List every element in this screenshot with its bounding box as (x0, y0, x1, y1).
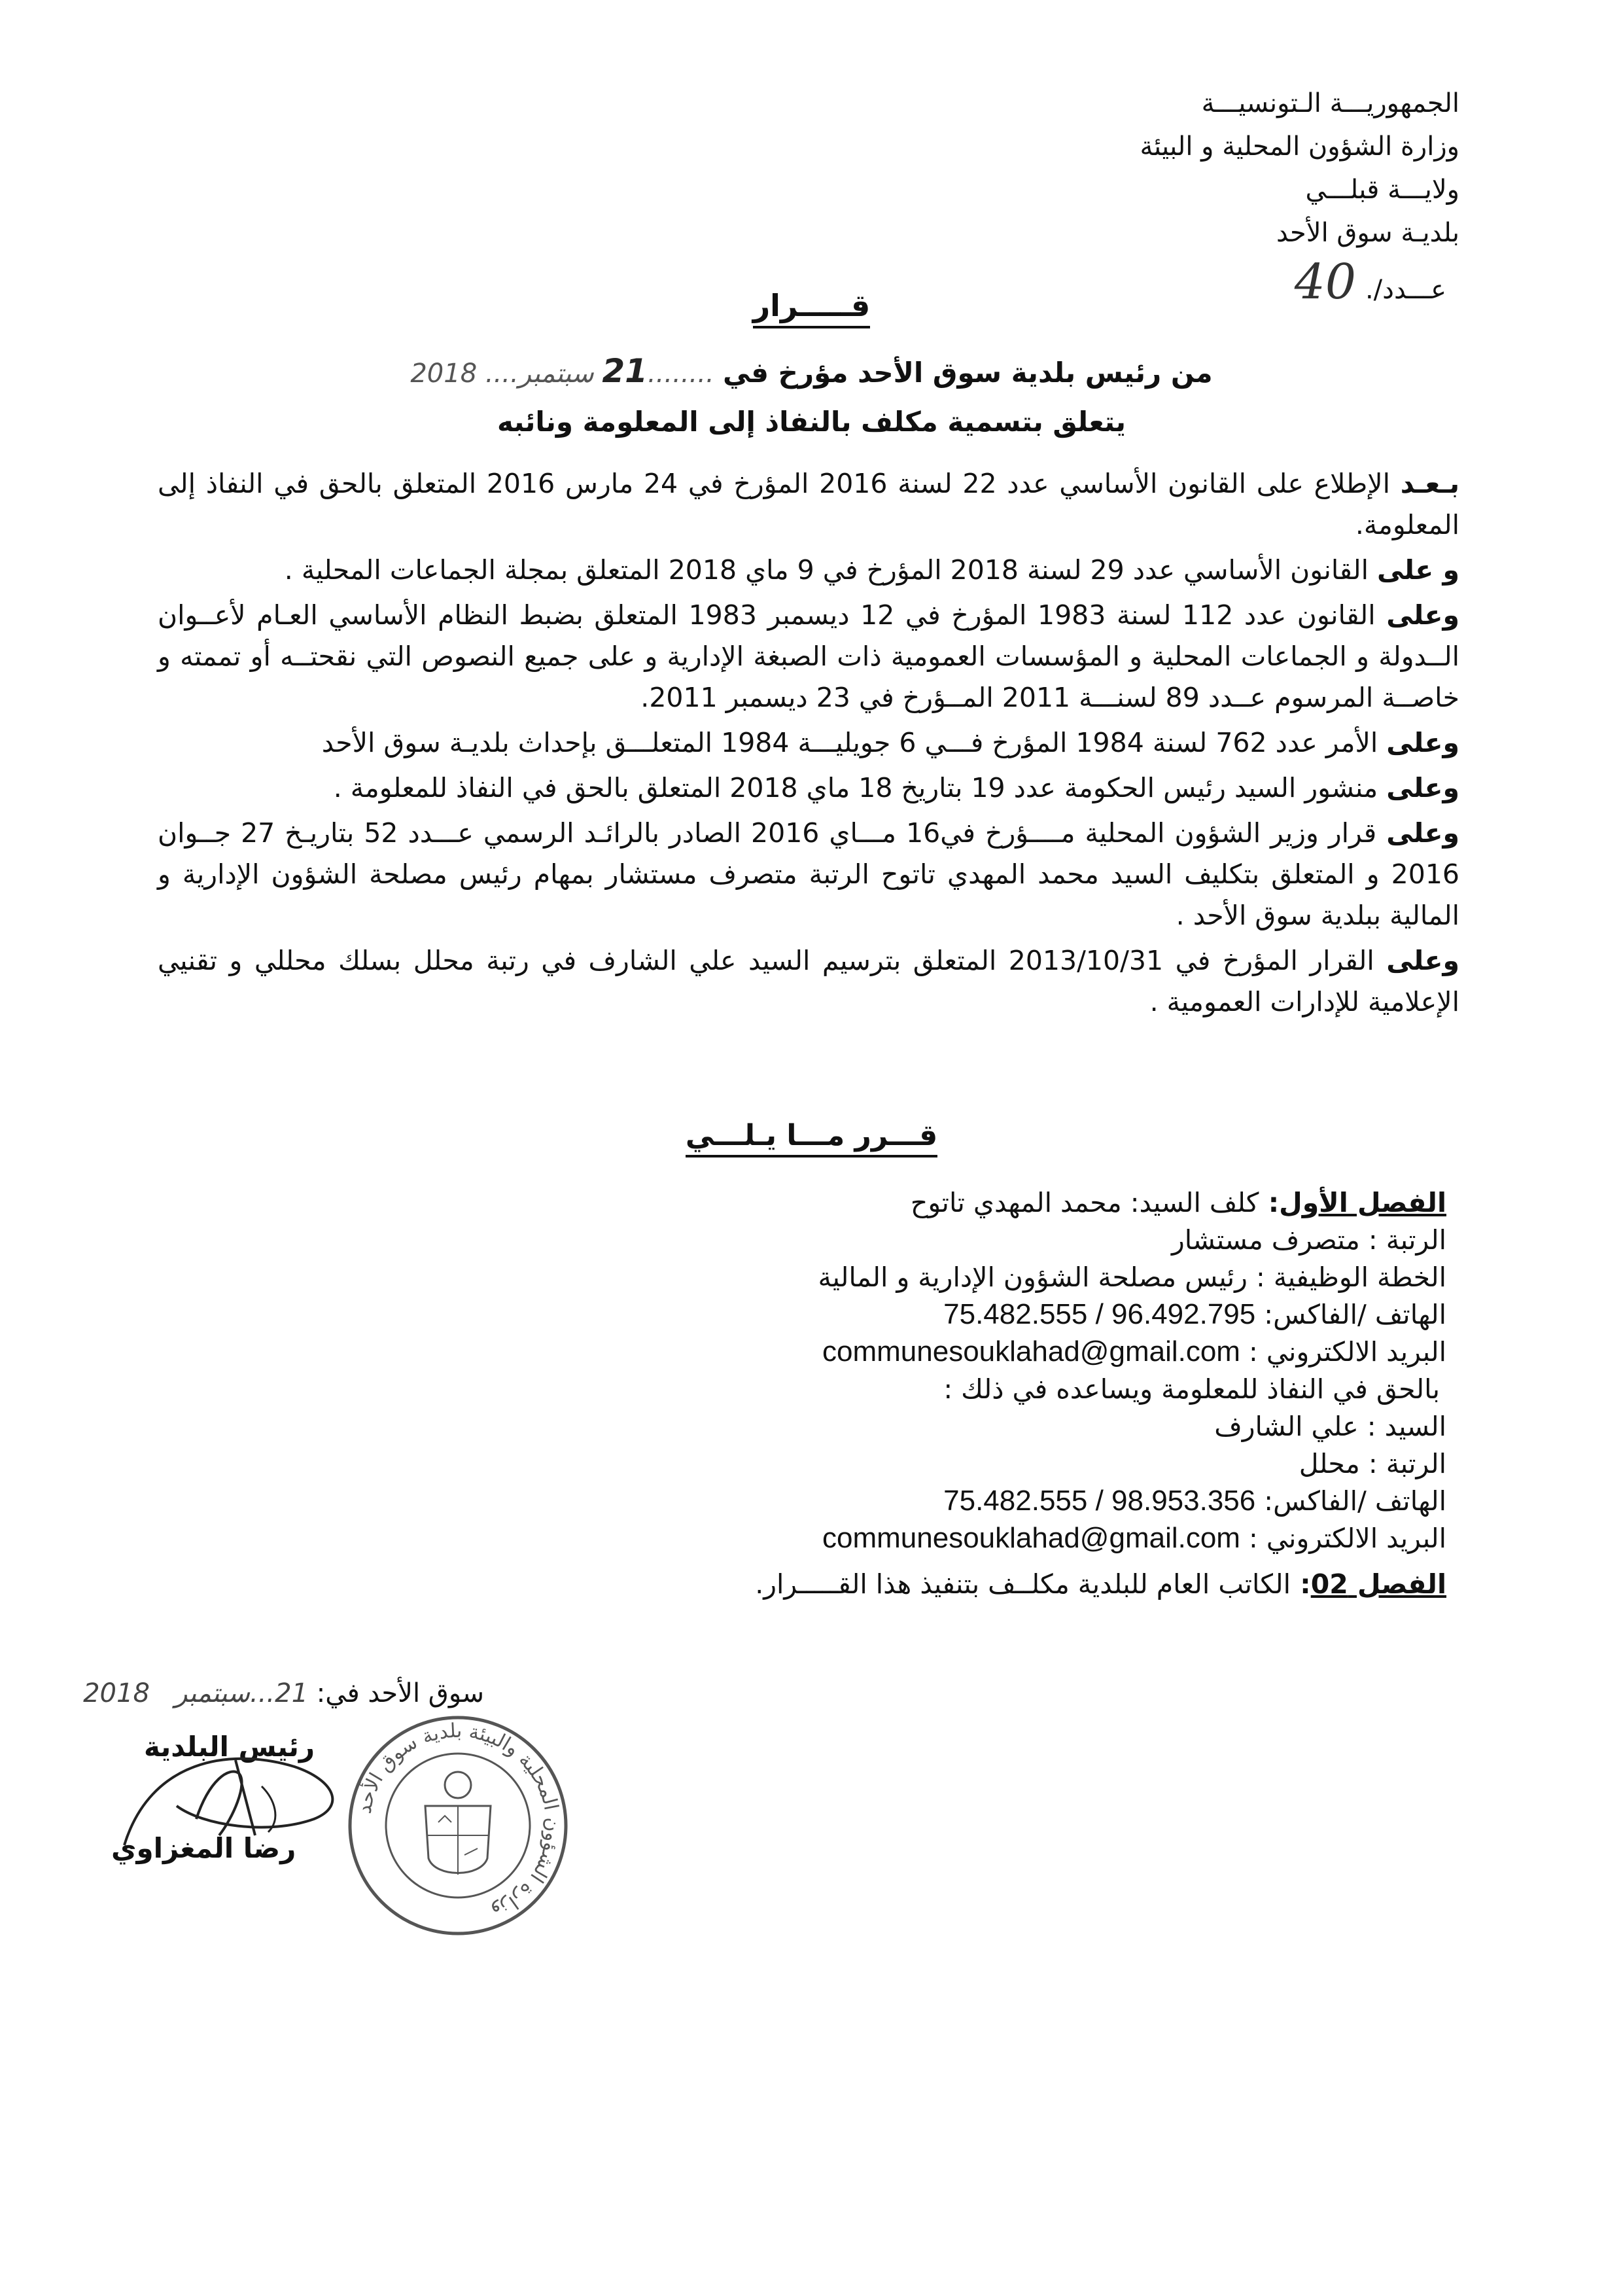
article1-assignment: الفصل الأول: كلف السيد: محمد المهدي تاتوح (910, 1187, 1446, 1218)
signature-month: سبتمبر (175, 1678, 250, 1708)
signature-day: 21 (275, 1678, 309, 1708)
signature-year: 2018 (83, 1678, 150, 1708)
document-title-text: قـــــرار (753, 288, 871, 328)
decision-date-month: سبتمبر (518, 359, 594, 389)
article1-deputy-rank-value: محلل (1299, 1448, 1360, 1479)
preamble-text: منشور السيد رئيس الحكومة عدد 19 بتاريخ 18 ماي 2018 المتعلق بالحق في النفاذ للمعلومة . (333, 772, 1387, 804)
subheading-issuer (0, 352, 1623, 390)
coat-of-arms-icon (425, 1772, 491, 1875)
preamble-item (158, 595, 1459, 718)
decides-heading-text: قـــرر مـــا يـلـــي (686, 1119, 937, 1157)
preamble-item (158, 940, 1459, 1023)
handwritten-signature (98, 1721, 373, 1878)
article1-function-value: رئيس مصلحة الشؤون الإدارية و المالية (818, 1262, 1248, 1293)
signature-date: 21...سبتمبر 2018 (83, 1678, 309, 1708)
document-number-label: عـــدد/. (1365, 275, 1446, 305)
preamble-item (158, 722, 1459, 764)
article1-deputy-phone-value: 75.482.555 / 98.953.356 (943, 1485, 1256, 1517)
decision-date-year: 2018 (410, 359, 478, 389)
article1-phone-label: الهاتف /الفاكس: (1264, 1299, 1446, 1330)
article1-deputy-email-value: communesouklahad@gmail.com (822, 1522, 1240, 1554)
decision-date: ........21 سبتمبر.... 2018 (410, 352, 714, 390)
article1-rank (334, 1222, 1446, 1258)
official-stamp (340, 1708, 576, 1943)
article2-text: الكاتب العام للبلدية مكلــف بتنفيذ هذا القـــــرار. (755, 1568, 1291, 1600)
article1-label: الفصل الأول (1279, 1187, 1446, 1218)
preamble-text: القرار المؤرخ في 2013/10/31 المتعلق بترسيم السيد علي الشارف في رتبة محلل بسلك محللي و تقنيي الإعلامية للإدارات العمومية . (158, 945, 1459, 1017)
article1-function (334, 1259, 1446, 1296)
article1-email-label: البريد الالكتروني : (1249, 1336, 1446, 1368)
articles (334, 1184, 1446, 1603)
article1-deputy-rank-label: الرتبة : (1368, 1448, 1446, 1479)
article1-deputy-phone-label: الهاتف /الفاكس: (1264, 1485, 1446, 1517)
preamble-text: القانون الأساسي عدد 29 لسنة 2018 المؤرخ في 9 ماي 2018 المتعلق بمجلة الجماعات المحلية . (284, 554, 1378, 586)
signer-name: رضا المغزاوي (111, 1832, 296, 1864)
article1-assign-label: كلف السيد: (1130, 1187, 1259, 1218)
letterhead-governorate: ولايـــة قبلـــي (1305, 175, 1459, 205)
preamble-text: قرار وزير الشؤون المحلية مــــؤرخ في16 مـــاي 2016 الصادر بالرائـد الرسمي عـــدد 52 بتاريـخ 27 جــوان 2016 و المتعلق بتكليف السيد محمد المهدي تاتوح الرتبة متصرف مستشار بمهام رئيس مصلحة الشؤون الإدارية و المالية ببلدية سوق الأحد . (158, 817, 1459, 931)
article1-deputy-email (334, 1520, 1446, 1557)
subheading-issuer-text: من رئيس بلدية سوق الأحد مؤرخ في (723, 357, 1213, 389)
preamble-lead: وعلى (1386, 727, 1459, 758)
article1-assign-name: محمد المهدي تاتوح (910, 1187, 1122, 1218)
signature-place: سوق الأحد في: (316, 1678, 484, 1708)
letterhead-ministry: وزارة الشؤون المحلية و البيئة (1140, 132, 1459, 162)
preamble-lead: وعلى (1386, 945, 1460, 976)
article1-function-label: الخطة الوظيفية : (1255, 1262, 1446, 1293)
article1-phone-value: 75.482.555 / 96.492.795 (943, 1298, 1256, 1330)
preamble-lead: وعلى (1386, 772, 1459, 804)
article1-deputy-label: السيد : (1367, 1411, 1446, 1442)
preamble-item (158, 463, 1459, 546)
letterhead (936, 82, 1459, 255)
article1-deputy-name: علي الشارف (1214, 1411, 1359, 1442)
subheading-subject: يتعلق بتسمية مكلف بالنفاذ إلى المعلومة ونائبه (497, 406, 1126, 438)
article1-email (334, 1333, 1446, 1370)
preamble-text: الإطلاع على القانون الأساسي عدد 22 لسنة 2016 المؤرخ في 24 مارس 2016 المتعلق بالحق في النفاذ إلى المعلومة. (158, 468, 1459, 540)
article1-deputy (334, 1408, 1446, 1445)
preamble-item (158, 768, 1459, 809)
article1-deputy-rank (334, 1445, 1446, 1482)
preamble-lead: بـعـد (1400, 468, 1459, 499)
letterhead-municipality: بلديـة سوق الأحد (1276, 218, 1459, 248)
article1-phone (334, 1296, 1446, 1333)
preamble-lead: وعلى (1386, 817, 1459, 849)
article1-rank-label: الرتبة : (1368, 1224, 1446, 1256)
article2-label: الفصل 02 (1310, 1568, 1446, 1600)
article1-rank-value: متصرف مستشار (1172, 1224, 1360, 1256)
article2: الفصل 02: الكاتب العام للبلدية مكلــف بتنفيذ هذا القـــــرار. (755, 1568, 1446, 1600)
preamble (158, 463, 1459, 1027)
preamble-text: القانون عدد 112 لسنة 1983 المؤرخ في 12 ديسمبر 1983 المتعلق بضبط النظام الأساسي العـام لأعــوان الــدولة و الجماعات المحلية و المؤسسات العمومية ذات الصبغة الإدارية و على جميع النصوص التي نقحتــه أو تممته و خاصــة المرسوم عــدد 89 لسنـــة 2011 المــؤرخ في 23 ديسمبر 2011. (158, 599, 1459, 713)
article1-email-value: communesouklahad@gmail.com (822, 1335, 1240, 1368)
decides-heading (0, 1119, 1623, 1157)
article1-deputy-email-label: البريد الالكتروني : (1249, 1523, 1446, 1554)
stamp-text: وزارة الشؤون المحلية والبيئة بلدية سوق الأحد (353, 1719, 565, 1924)
signer-title: رئيس البلدية (144, 1731, 315, 1763)
document-title (0, 288, 1623, 328)
preamble-lead: و على (1377, 554, 1459, 586)
letterhead-republic: الجمهوريـــة الـتونسيـــة (1201, 88, 1459, 118)
document-number-value: 40 (1294, 254, 1356, 310)
signature-place-date (59, 1678, 484, 1708)
article1-deputy-phone (334, 1483, 1446, 1519)
preamble-item (158, 813, 1459, 936)
preamble-lead: وعلى (1386, 599, 1459, 631)
preamble-item (158, 550, 1459, 591)
article1-right-to-access: بالحق في النفاذ للمعلومة ويساعده في ذلك : (943, 1373, 1440, 1405)
preamble-text: الأمر عدد 762 لسنة 1984 المؤرخ فـــي 6 جويليـــة 1984 المتعلـــق بإحداث بلديـة سوق الأحد (321, 727, 1387, 758)
decision-date-day: 21 (602, 352, 648, 390)
